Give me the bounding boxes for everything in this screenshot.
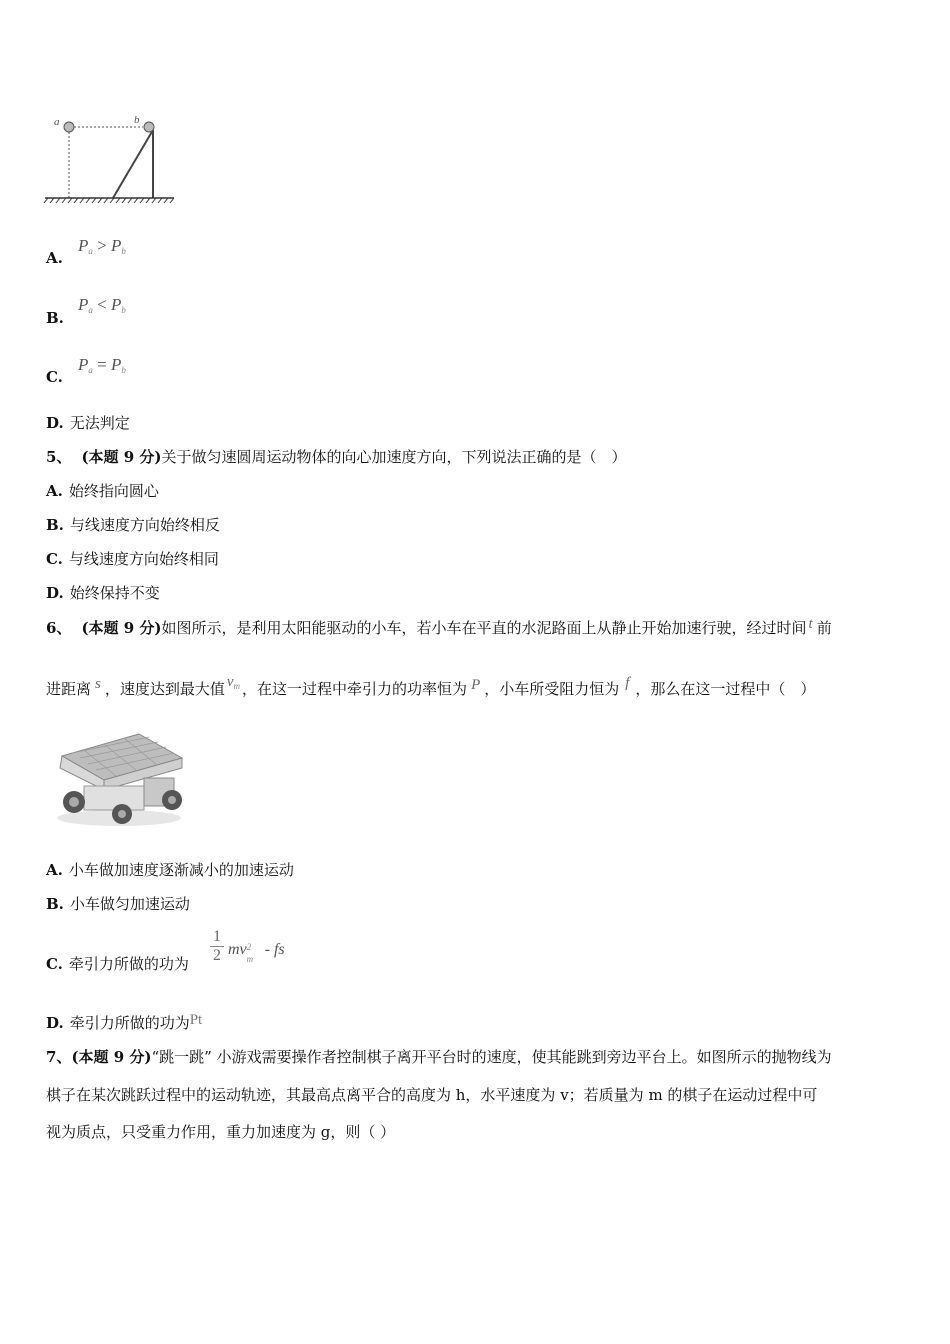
q4-option-c-formula: $P_a = P_b$ [78,355,126,375]
q6-option-d: D. 牵引力所做的功为Pt [46,1012,203,1032]
q6-option-c-expr: mv 2 m - fs [228,941,285,964]
q4-option-d: D. 无法判定 [46,414,130,432]
q5-option-c: C. 与线速度方向始终相同 [46,550,219,568]
q4-figure [40,110,180,210]
q6-option-c: C. 牵引力所做的功为 [46,955,189,973]
q6-option-b: B. 小车做匀加速运动 [46,895,190,913]
q6-stem-line2: 进距离 s ，速度达到最大值 $v_m$ ，在这一过程中牵引力的功率恒为 P ，小车所受阻力恒为 f ，那么在这一过程中（ ） [46,674,816,698]
label-a: a [54,116,60,128]
solar-car-image [44,728,189,830]
q5-option-a: A. 始终指向圆心 [46,482,159,500]
q6-stem-line1: 6、 (本题 9 分)如图所示，是利用太阳能驱动的小车，若小车在平直的水泥路面上从静止开始加速行驶，经过时间 t 前 [46,616,832,637]
q5-option-d: D. 始终保持不变 [46,584,160,602]
q6-option-c-fraction: 1 2 [210,928,224,965]
q4-option-b-letter: B. [46,309,64,327]
label-b: b [134,114,140,126]
q6-option-a: A. 小车做加速度逐渐减小的加速运动 [46,861,294,879]
q4-option-a-formula: $P_a > P_b$ [78,236,126,256]
q4-option-a-letter: A. [46,249,63,267]
q4-option-c-letter: C. [46,368,63,386]
q7-stem-line3: 视为质点，只受重力作用，重力加速度为 g，则（ ） [46,1123,396,1141]
q5-stem: 5、 (本题 9 分)关于做匀速圆周运动物体的向心加速度方向，下列说法正确的是（ ） [46,448,627,466]
q7-stem-line2: 棋子在某次跳跃过程中的运动轨迹，其最高点离平合的高度为 h，水平速度为 v；若质量为 m 的棋子在运动过程中可 [46,1086,818,1104]
q7-stem-line1: 7、(本题 9 分)“跳一跳” 小游戏需要操作者控制棋子离开平台时的速度，使其能跳到旁边平台上。如图所示的抛物线为 [46,1048,832,1066]
q4-option-b-formula: $P_a < P_b$ [78,295,126,315]
q5-option-b: B. 与线速度方向始终相反 [46,516,220,534]
